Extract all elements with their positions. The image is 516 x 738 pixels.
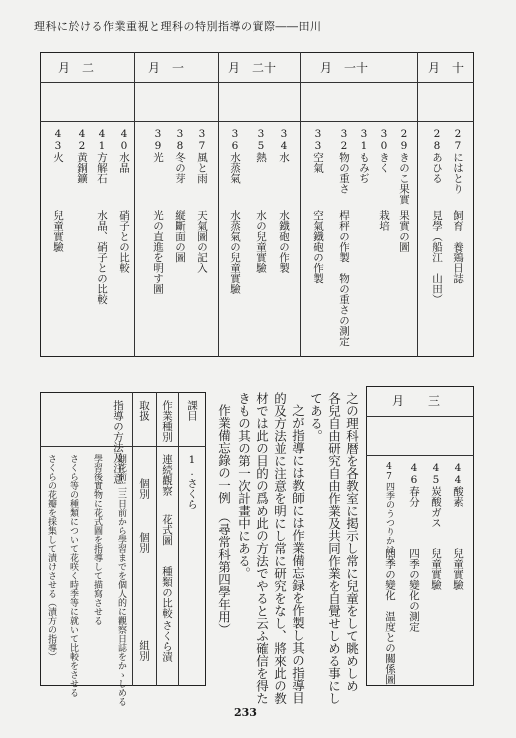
activity-34: 水鐡砲の作製 <box>278 210 290 273</box>
month-label-nov: 月 一十 <box>320 61 369 75</box>
topic-30: 30きく <box>378 128 390 173</box>
body-line-8: 作業備忘錄の一例 （尋常科第四學年用） <box>216 404 232 636</box>
memo-note-2: 學習後實物に花式圖を指導して描寫させる <box>92 454 102 625</box>
memo-note-4: さくらの花瓣を採集して漬けさせる（漬方の指導） <box>46 454 56 661</box>
topic-47: 47四季のうつりかはり <box>384 462 394 563</box>
month-label-jan: 月 一 <box>148 61 185 75</box>
topic-42: 42黄銅鑛 <box>76 128 88 184</box>
activity-33: 空氣鐡砲の作製 <box>312 210 324 284</box>
topic-41: 41方解石 <box>96 128 108 184</box>
activity-35: 水の兒童實驗 <box>255 210 267 273</box>
science-calendar-table-march <box>366 386 474 686</box>
topic-39: 39光 <box>152 128 164 163</box>
topic-43: 43火 <box>52 128 64 163</box>
memo-header-subject: 課目 <box>186 400 198 421</box>
activity-40: 硝子との比較 <box>118 210 130 273</box>
activity-43: 兒童實驗 <box>52 210 64 252</box>
month-label-oct: 月 十 <box>428 61 465 75</box>
body-line-2: 各兒自由研究自由作業及共同作業を自覺せしめる事にし <box>326 392 342 705</box>
body-line-6: 材では此の目的の爲め此の方法でやると云ふ確信を得た <box>254 392 270 705</box>
topic-31: 31もみぢ <box>358 128 370 184</box>
topic-34: 34水 <box>278 128 290 163</box>
topic-35: 35熱 <box>255 128 267 163</box>
topic-45: 45炭酸ガス <box>430 462 442 528</box>
month-label-dec: 月 二十 <box>228 61 277 75</box>
memo-subject-1: 1.さくら <box>186 454 198 510</box>
activity-36: 水蒸氣の兒童實驗 <box>229 210 241 294</box>
memo-note-3: さくら等の種類について花咲く時季等に就いて比較をさせる <box>68 454 78 697</box>
running-header: 理科に於ける作業重視と理科の特別指導の實際――田川 <box>34 20 322 33</box>
body-line-1: 之の理科暦を各教室に掲示し常に兒童をして眺めしめ <box>344 392 360 692</box>
activity-27: 飼育 養鶏日誌 <box>452 210 464 284</box>
activity-39: 光の直進を明す圖 <box>152 210 164 294</box>
body-line-4: 之が指導には教師には作業備忘録を作製し其の指導目 <box>290 404 306 704</box>
body-line-3: てある。 <box>308 392 324 442</box>
month-label-feb: 月 二 <box>58 61 95 75</box>
topic-44: 44酸素 <box>452 462 464 507</box>
activity-38: 縦斷面の圖 <box>174 210 186 263</box>
memo-kind-3: 種類の比較 <box>161 566 173 619</box>
memo-handling-1: 個別 <box>138 478 150 499</box>
memo-header-handling: 取扱 <box>138 400 150 421</box>
activity-47: 四季の變化 温度との關係圖 <box>384 548 396 685</box>
body-line-7: きもの其の第一次計畫中にある。 <box>236 392 252 580</box>
activity-44: 兒童實驗 <box>452 548 464 590</box>
memo-kind-1: 連続觀察 <box>161 454 173 496</box>
topic-37: 37風と雨 <box>196 128 208 184</box>
memo-kind-4: さくら漬 <box>161 620 173 662</box>
activity-46: 四季の變化の測定 <box>408 548 420 632</box>
topic-40: 40水晶 <box>118 128 130 173</box>
topic-32: 32物の重さ <box>338 128 350 194</box>
memo-kind-2: 花式圖 <box>161 514 173 546</box>
memo-handling-2: 個別 <box>138 532 150 553</box>
memo-header-note-visible: 指導の方法及注意 <box>112 400 124 484</box>
topic-29: 29きのこ果實 <box>398 128 410 205</box>
topic-28: 28あひる <box>431 128 443 184</box>
activity-37: 天氣圖の記入 <box>196 210 208 273</box>
body-line-5: 的及方法並に注意を明にし常に研究をなし、將來此の教 <box>272 392 288 705</box>
topic-38: 38冬の芽 <box>174 128 186 184</box>
page-number: 233 <box>234 706 257 719</box>
activity-28: 見學（船江 山田） <box>431 210 443 305</box>
topic-27: 27にはとり <box>452 128 464 194</box>
topic-46: 46春分 <box>408 462 420 507</box>
memo-header-kind: 作業種別 <box>161 400 173 442</box>
activity-45: 兒童實驗 <box>430 548 442 590</box>
activity-29: 果實の圖 <box>398 210 410 252</box>
activity-32: 桿秤の作製 物の重さの測定 <box>338 210 350 347</box>
activity-41: 水晶、硝子との比較 <box>96 210 108 305</box>
topic-33: 33空氣 <box>312 128 324 173</box>
topic-36: 36水蒸氣 <box>229 128 241 184</box>
month-label-mar: 月 三 <box>392 394 441 408</box>
activity-30: 栽培 <box>378 210 390 231</box>
memo-note-1: 開花前二三日前から學習までを個人的に觀察日誌をかゝしめる <box>116 454 126 706</box>
memo-handling-4: 組別 <box>138 640 150 661</box>
